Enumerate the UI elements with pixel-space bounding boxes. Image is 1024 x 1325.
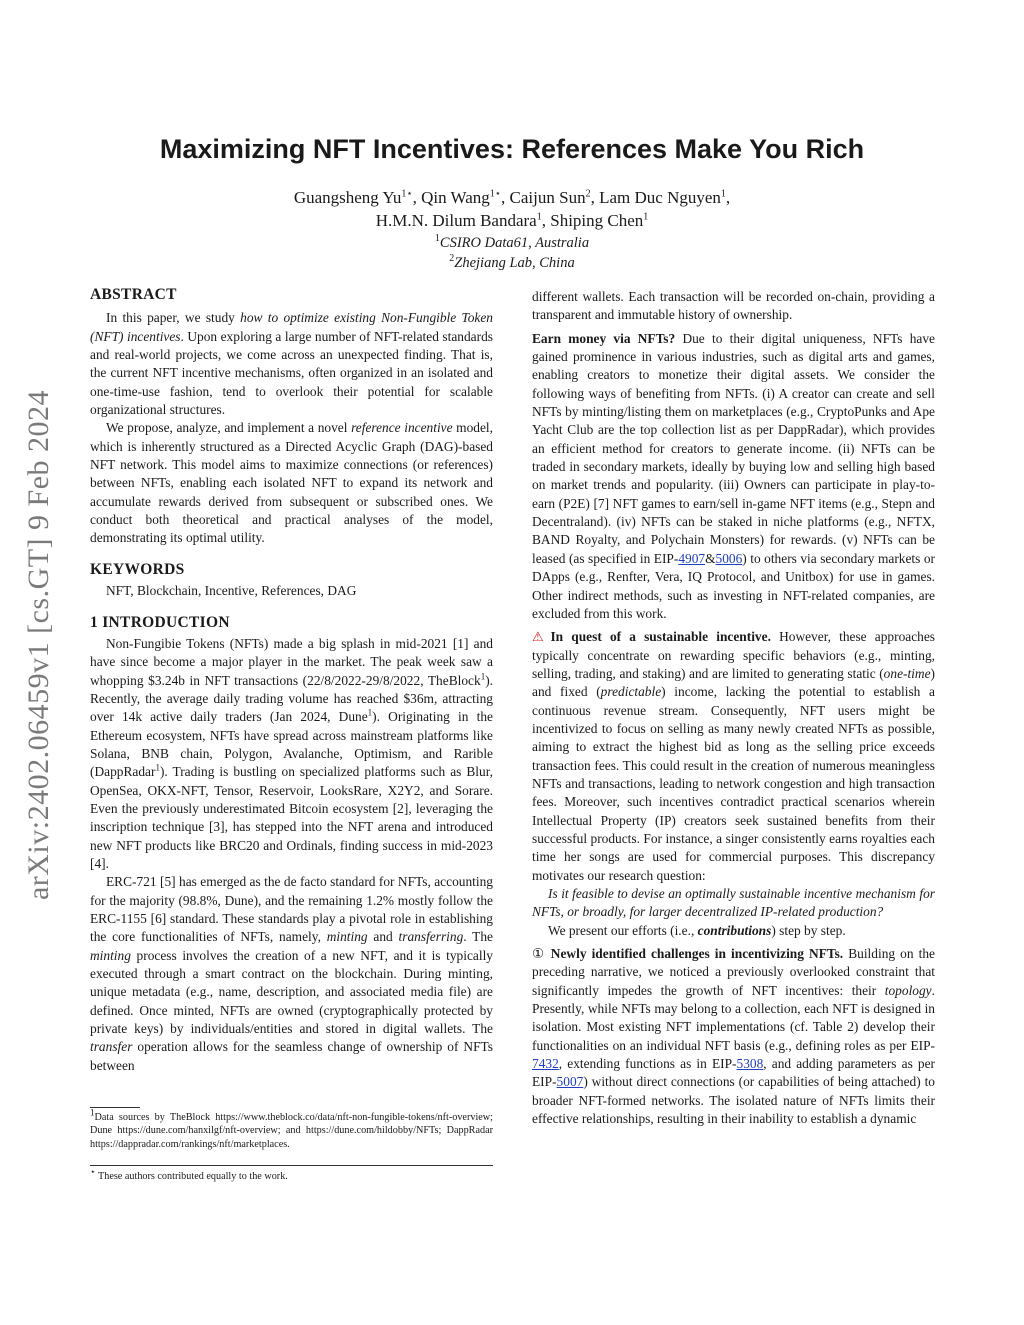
eip-4907-link[interactable]: 4907 <box>678 550 706 566</box>
keywords-heading: KEYWORDS <box>90 560 185 578</box>
abstract-heading: ABSTRACT <box>90 286 177 303</box>
eip-5006-link[interactable]: 5006 <box>715 550 743 566</box>
eip-5308-link[interactable]: 5308 <box>736 1056 764 1072</box>
footnote-1: $^1$Data sources by TheBlock https://www.theblock.co/data/nft-non-fungible-tokens/nft-overview; Dune https://dune.com/hanxilgf/nft-overview; and https://dune.com/hildobby/NFTs; DappRadar https://dappradar.com/rankings/nft/marketplaces. <box>90 1107 493 1150</box>
author-list: Guangsheng $Yu^{1⋆}$, Qin Wang$^{1⋆}$, Caijun Sun$^2$, Lam Duc Nguyen$^1$, H.M.N. Dilum Bandara$^1$, Shiping Chen$^1$ <box>293 188 731 230</box>
affiliations: $^1$CSIRO Data61, Australia $^2$Zhejiang Lab, China <box>434 233 590 271</box>
left-column <box>90 286 493 1075</box>
body-paragraph: Non-Fungibie Tokens (NFTs) made a big splash in mid-2021 [1] and have since become a major player in the market. The peak week saw a whopping $3.24b in NFT transactions (22/8/2022-29/8/2022, TheBlock$^1$). Recently, the average daily trading volume has reached $36m, attracting over 14k active daily traders (Jan 2024, Dune$^1$). Originating in the Ethereum ecosystem, NFTs have spread across mainstream platforms like Solana, BNB chain, Polygon, Avalanche, Optimism, and Rarible (DappRadar$^1$). Trading is bustling on specialized platforms such as Blur, OpenSea, OKX-NFT, Tensor, Reservoir, LooksRare, X2Y2, and Sorare. Even the previously underestimated Bitcoin ecosystem [2], leveraging the inscription technique [3], has stepped into the NFT arena and introduced new NFT products like BRC20 and Ordinals, finding success in mid-2023 [4]. <box>90 635 493 871</box>
circled-one-icon: ① <box>532 946 546 962</box>
body-paragraph: different wallets. Each transaction will be recorded on-chain, providing a transparent and immutable history of ownership. <box>532 289 935 323</box>
body-paragraph: ERC-721 [5] has emerged as the de facto standard for NFTs, accounting for the majority (98.8%, Dune), and the remaining 1.2% mostly follow the ERC-1155 [6] standard. These standards play a pivotal role in establishing the core functionalities of NFTs, namely, minting and transferring. The minting process involves the creation of a new NFT, and it is typically executed through a smart contract on the blockchain. During minting, unique metadata (e.g., name, description, and associated media file) are defined. Once minted, NFTs are owned (cryptographically protected by private keys) by individuals/entities and stored in digital wallets. The transfer operation allows for the seamless change of ownership of NFTs between <box>90 874 493 1073</box>
body-paragraph: ① Newly identified challenges in incentivizing NFTs. Building on the preceding narrative, we noticed a previously overlooked constraint that significantly impedes the growth of NFT incentives: their topology. Presently, while NFTs may belong to a collection, each NFT is designed in isolation. Most existing NFT implementations (cf. Table 2) develop their functionalities on an individual NFT basis (e.g., defining roles as per EIP-7432, extending functions as in EIP-5308, and adding parameters as per EIP-5007) without direct connections (or capabilities of being attached) to broader NFT-formed networks. The isolated nature of NFTs limits their effective relationships, resulting in their inability to establish a dynamic <box>532 946 936 1127</box>
research-question: Is it feasible to devise an optimally sustainable incentive mechanism for NFTs, or broadly, for larger decentralized IP-related production? <box>532 886 935 920</box>
footnote-divider <box>90 1165 493 1166</box>
right-column <box>532 288 935 1128</box>
warning-icon: ⚠ <box>532 629 549 645</box>
body-paragraph: We present our efforts (i.e., contributions) step by step. <box>548 922 846 938</box>
keywords-text: NFT, Blockchain, Incentive, References, DAG <box>106 583 357 599</box>
section-heading-introduction: 1 INTRODUCTION <box>90 613 230 631</box>
abstract-paragraph: In this paper, we study how to optimize existing Non-Fungible Token (NFT) incentives. Upon exploring a large number of NFT-related standards and real-world projects, we come across an unexpected finding. That is, the current NFT incentive mechanisms, often organized in an isolated and one-time-use fashion, tend to overlook their potential for scalable organizational structures. <box>90 310 494 418</box>
paper-title: Maximizing NFT Incentives: References Make You Rich <box>159 134 865 164</box>
eip-7432-link[interactable]: 7432 <box>532 1056 559 1072</box>
eip-5007-link[interactable]: 5007 <box>556 1074 584 1090</box>
arxiv-stamp: arXiv:2402.06459v1 [cs.GT] 9 Feb 2024 <box>22 389 56 901</box>
body-paragraph: ⚠ In quest of a sustainable incentive. However, these approaches typically concentrate on rewarding specific behaviors (e.g., minting, selling, trading, and staking) and are limited to generating static (one-time) and fixed (predictable) income, lacking the potential to establish a continuous revenue stream. Consequently, NFT users might be incentivized to focus on selling as many newly created NFTs as possible, aiming to extract the highest bid as long as the selling price exceeds transaction fees. This could result in the creation of numerous meaningless NFTs and transactions, leading to network congestion and high transaction fees. Moreover, such incentives contradict practical scenarios wherein Intellectual Property (IP) creators seek sustained benefits from their successful products. For instance, a singer consistently earns royalties each time her songs are used for commercial purposes. This discrepancy motivates our research question: <box>532 629 936 883</box>
body-paragraph: Earn money via NFTs? Due to their digital uniqueness, NFTs have gained prominence in various industries, such as digital arts and games, enabling creators to monetize their digital assets. We consider the following ways of benefiting from NFTs. (i) A creator can create and sell NFTs by minting/listing them on marketplaces (e.g., CryptoPunks and Ape Yacht Club are the top collection list as per DappRadar), which provides an efficient method for creators to generate income. (ii) NFTs can be traded in secondary markets, ideally by buying low and selling high based on market trends and popularity. (iii) Owners can participate in play-to-earn (P2E) [7] NFT games to earn/sell in-game NFT items (e.g., Stepn and Decentraland). (iv) NFTs can be staked in niche platforms (e.g., NFTX, BAND Royalty, and Polychain Monsters) for rewards. (v) NFTs can be leased (as specified in EIP-4907&5006) to others via secondary markets or DApps (e.g., Renfter, Vera, IQ Protocol, and Unitbox) for use in games. Other indirect methods, such as investing in NFT-related companies, are excluded from this work. <box>532 330 935 621</box>
footnote-equal-contribution: ⋆ These authors contributed equally to the work. <box>90 1166 288 1182</box>
abstract-paragraph: We propose, analyze, and implement a novel reference incentive model, which is inherently structured as a Directed Acyclic Graph (DAG)-based NFT network. This model aims to maximize connections (or references) between NFTs, enabling each isolated NFT to expand its network and accumulate rewards derived from subsequent or subscribed ones. We conduct both theoretical and practical analyses of the model, demonstrating its optimal utility. <box>90 420 493 546</box>
footnote-rule <box>90 1107 140 1108</box>
